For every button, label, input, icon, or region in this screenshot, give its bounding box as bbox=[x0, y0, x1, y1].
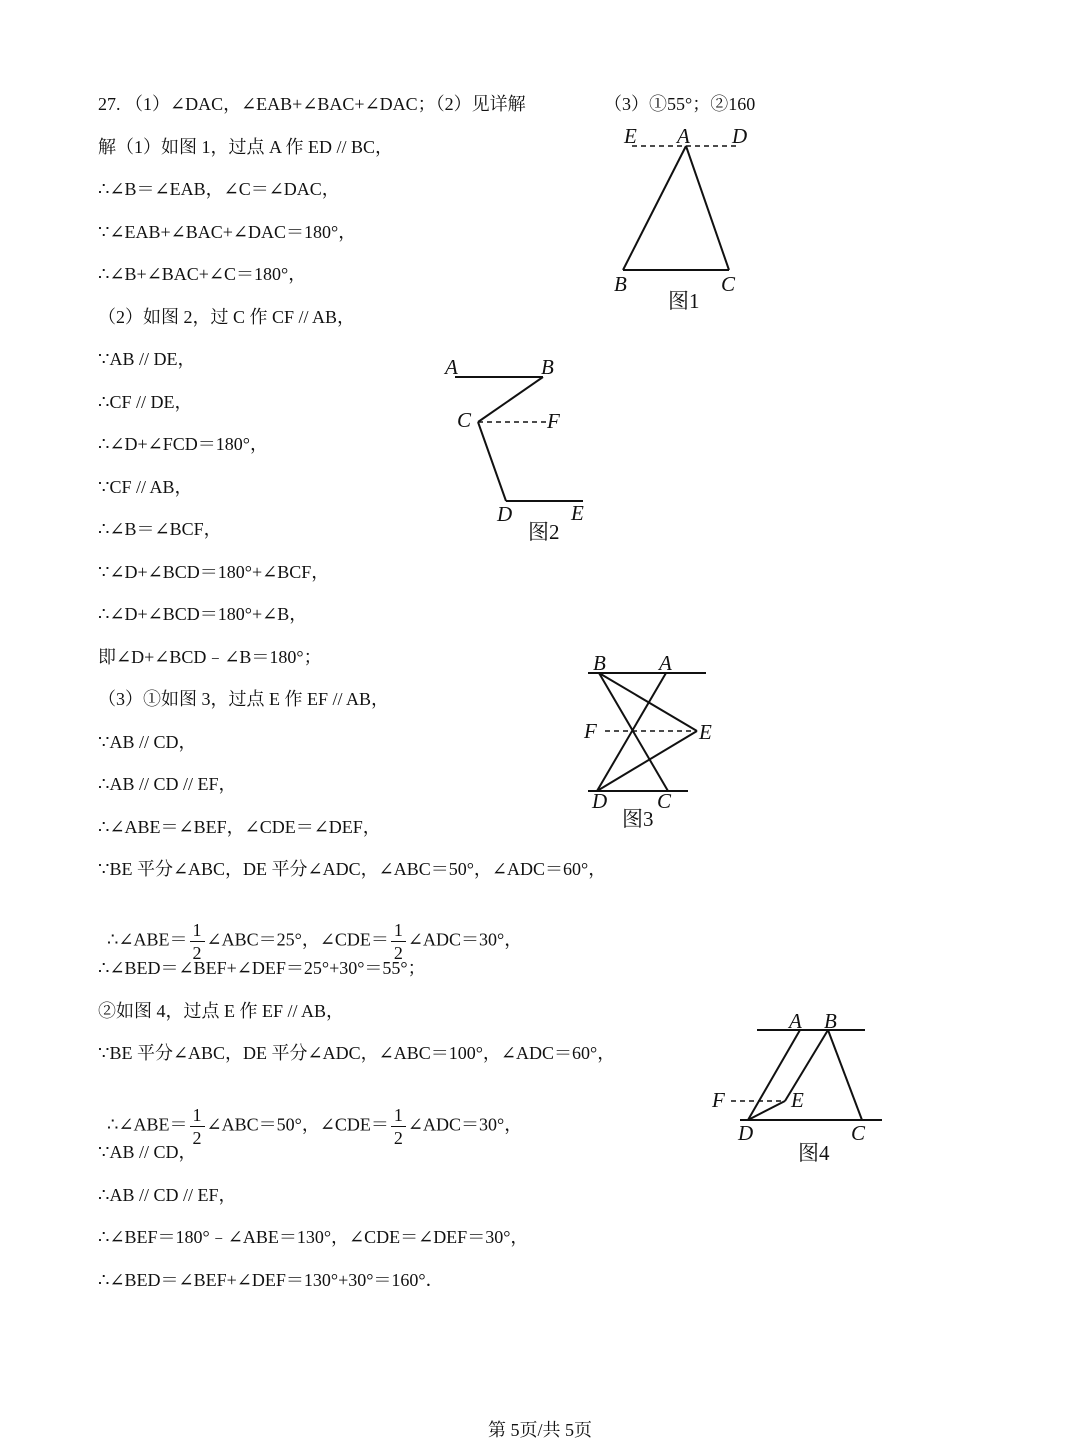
solution-line: ∴∠ABE＝∠BEF，∠CDE＝∠DEF， bbox=[98, 817, 381, 837]
solution-line: （2）如图 2，过 C 作 CF // AB， bbox=[98, 307, 356, 327]
point-label-d: D bbox=[738, 1121, 754, 1145]
fraction-line-segment: ∠ADC＝30°， bbox=[407, 929, 523, 950]
figure-caption: 图2 bbox=[528, 520, 560, 544]
point-label-a: A bbox=[789, 1009, 802, 1033]
solution-line: ∵AB // CD， bbox=[98, 732, 197, 752]
solution-line: ②如图 4，过点 E 作 EF // AB， bbox=[98, 1001, 345, 1021]
fraction-line-segment: ∴∠ABE＝ bbox=[107, 1114, 188, 1135]
fraction-denominator: 2 bbox=[393, 943, 403, 963]
segment-ed bbox=[597, 731, 697, 791]
solution-line: 即∠D+∠BCD﹣∠B＝180°； bbox=[98, 647, 322, 667]
point-label-a: A bbox=[659, 651, 672, 675]
point-label-c: C bbox=[851, 1121, 866, 1145]
point-label-f: F bbox=[584, 719, 597, 743]
solution-line: ∴∠B＝∠BCF， bbox=[98, 519, 222, 539]
solution-line: ∵CF // AB， bbox=[98, 477, 193, 497]
point-label-e: E bbox=[791, 1088, 804, 1112]
segment-ab bbox=[623, 146, 686, 270]
solution-line: ∵∠D+∠BCD＝180°+∠BCF， bbox=[98, 562, 330, 582]
solution-line: ∵AB // DE， bbox=[98, 349, 196, 369]
solution-line-with-fractions bbox=[98, 1080, 522, 1149]
figure-caption: 图4 bbox=[798, 1141, 830, 1165]
segment-bc bbox=[828, 1030, 862, 1120]
answer-summary-line: 27. （1）∠DAC，∠EAB+∠BAC+∠DAC；（2）见详解 bbox=[98, 94, 526, 114]
figure-4-parallel-lines bbox=[705, 1005, 890, 1170]
solution-line: ∵BE 平分∠ABC，DE 平分∠ADC，∠ABC＝50°，∠ADC＝60°， bbox=[98, 859, 607, 879]
point-label-f: F bbox=[547, 409, 560, 433]
segment-cd bbox=[478, 422, 506, 501]
point-label-c: C bbox=[721, 272, 736, 296]
point-label-b: B bbox=[824, 1009, 837, 1033]
figure-1-triangle bbox=[600, 115, 780, 325]
solution-line: ∴∠BED＝∠BEF+∠DEF＝25°+30°＝55°； bbox=[98, 958, 426, 978]
point-label-c: C bbox=[457, 408, 472, 432]
point-label-b: B bbox=[541, 355, 554, 379]
figure-3-parallel-lines bbox=[575, 650, 725, 835]
fraction-line-segment: ∠ABC＝25°，∠CDE＝ bbox=[206, 929, 389, 950]
point-label-d: D bbox=[497, 502, 513, 526]
figure-caption: 图1 bbox=[668, 289, 700, 313]
figure-2-zigzag bbox=[440, 355, 600, 550]
segment-ac bbox=[686, 146, 729, 270]
solution-line: ∴∠BEF＝180°﹣∠ABE＝130°，∠CDE＝∠DEF＝30°， bbox=[98, 1227, 529, 1247]
solution-line: ∴CF // DE， bbox=[98, 392, 193, 412]
solution-line-with-fractions bbox=[98, 895, 522, 964]
segment-ad bbox=[597, 673, 666, 791]
fraction-numerator: 1 bbox=[391, 919, 406, 942]
fraction-line-segment: ∠ABC＝50°，∠CDE＝ bbox=[206, 1114, 389, 1135]
point-label-e: E bbox=[699, 720, 712, 744]
solution-line: 解（1）如图 1，过点 A 作 ED // BC， bbox=[98, 137, 394, 157]
point-label-a: A bbox=[445, 355, 458, 379]
segment-bc bbox=[599, 673, 668, 791]
answer-part3-summary: （3）①55°；②160 bbox=[604, 94, 756, 114]
solution-line: ∵∠EAB+∠BAC+∠DAC＝180°， bbox=[98, 222, 357, 242]
fraction-denominator: 2 bbox=[192, 943, 202, 963]
segment-bc bbox=[478, 377, 543, 422]
point-label-a: A bbox=[677, 124, 690, 148]
solution-line: ∴∠D+∠FCD＝180°， bbox=[98, 434, 268, 454]
fraction-numerator: 1 bbox=[190, 1104, 205, 1127]
fraction-one-half bbox=[391, 1104, 406, 1149]
fraction-numerator: 1 bbox=[190, 919, 205, 942]
fraction-denominator: 2 bbox=[192, 1128, 202, 1148]
figure-caption: 图3 bbox=[622, 807, 654, 831]
fraction-line-segment: ∴∠ABE＝ bbox=[107, 929, 188, 950]
point-label-e: E bbox=[624, 124, 637, 148]
fraction-line-segment: ∠ADC＝30°， bbox=[407, 1114, 523, 1135]
page-number-footer: 第 5页/共 5页 bbox=[487, 1420, 592, 1440]
fraction-denominator: 2 bbox=[393, 1128, 403, 1148]
solution-line: ∴∠D+∠BCD＝180°+∠B， bbox=[98, 604, 308, 624]
solution-line: ∴AB // CD // EF， bbox=[98, 1185, 237, 1205]
point-label-e: E bbox=[571, 501, 584, 525]
point-label-f: F bbox=[712, 1088, 725, 1112]
solution-line: ∴∠B＝∠EAB，∠C＝∠DAC， bbox=[98, 179, 340, 199]
solution-line: ∴∠B+∠BAC+∠C＝180°， bbox=[98, 264, 307, 284]
point-label-b: B bbox=[593, 651, 606, 675]
solution-line: ∵BE 平分∠ABC，DE 平分∠ADC，∠ABC＝100°，∠ADC＝60°， bbox=[98, 1043, 616, 1063]
fraction-numerator: 1 bbox=[391, 1104, 406, 1127]
solution-line: （3）①如图 3，过点 E 作 EF // AB， bbox=[98, 689, 390, 709]
point-label-d: D bbox=[732, 124, 748, 148]
solution-line: ∵AB // CD， bbox=[98, 1142, 197, 1162]
point-label-c: C bbox=[657, 789, 672, 813]
solution-line: ∴∠BED＝∠BEF+∠DEF＝130°+30°＝160°． bbox=[98, 1270, 444, 1290]
solution-line: ∴AB // CD // EF， bbox=[98, 774, 237, 794]
point-label-d: D bbox=[592, 789, 608, 813]
point-label-b: B bbox=[614, 272, 627, 296]
